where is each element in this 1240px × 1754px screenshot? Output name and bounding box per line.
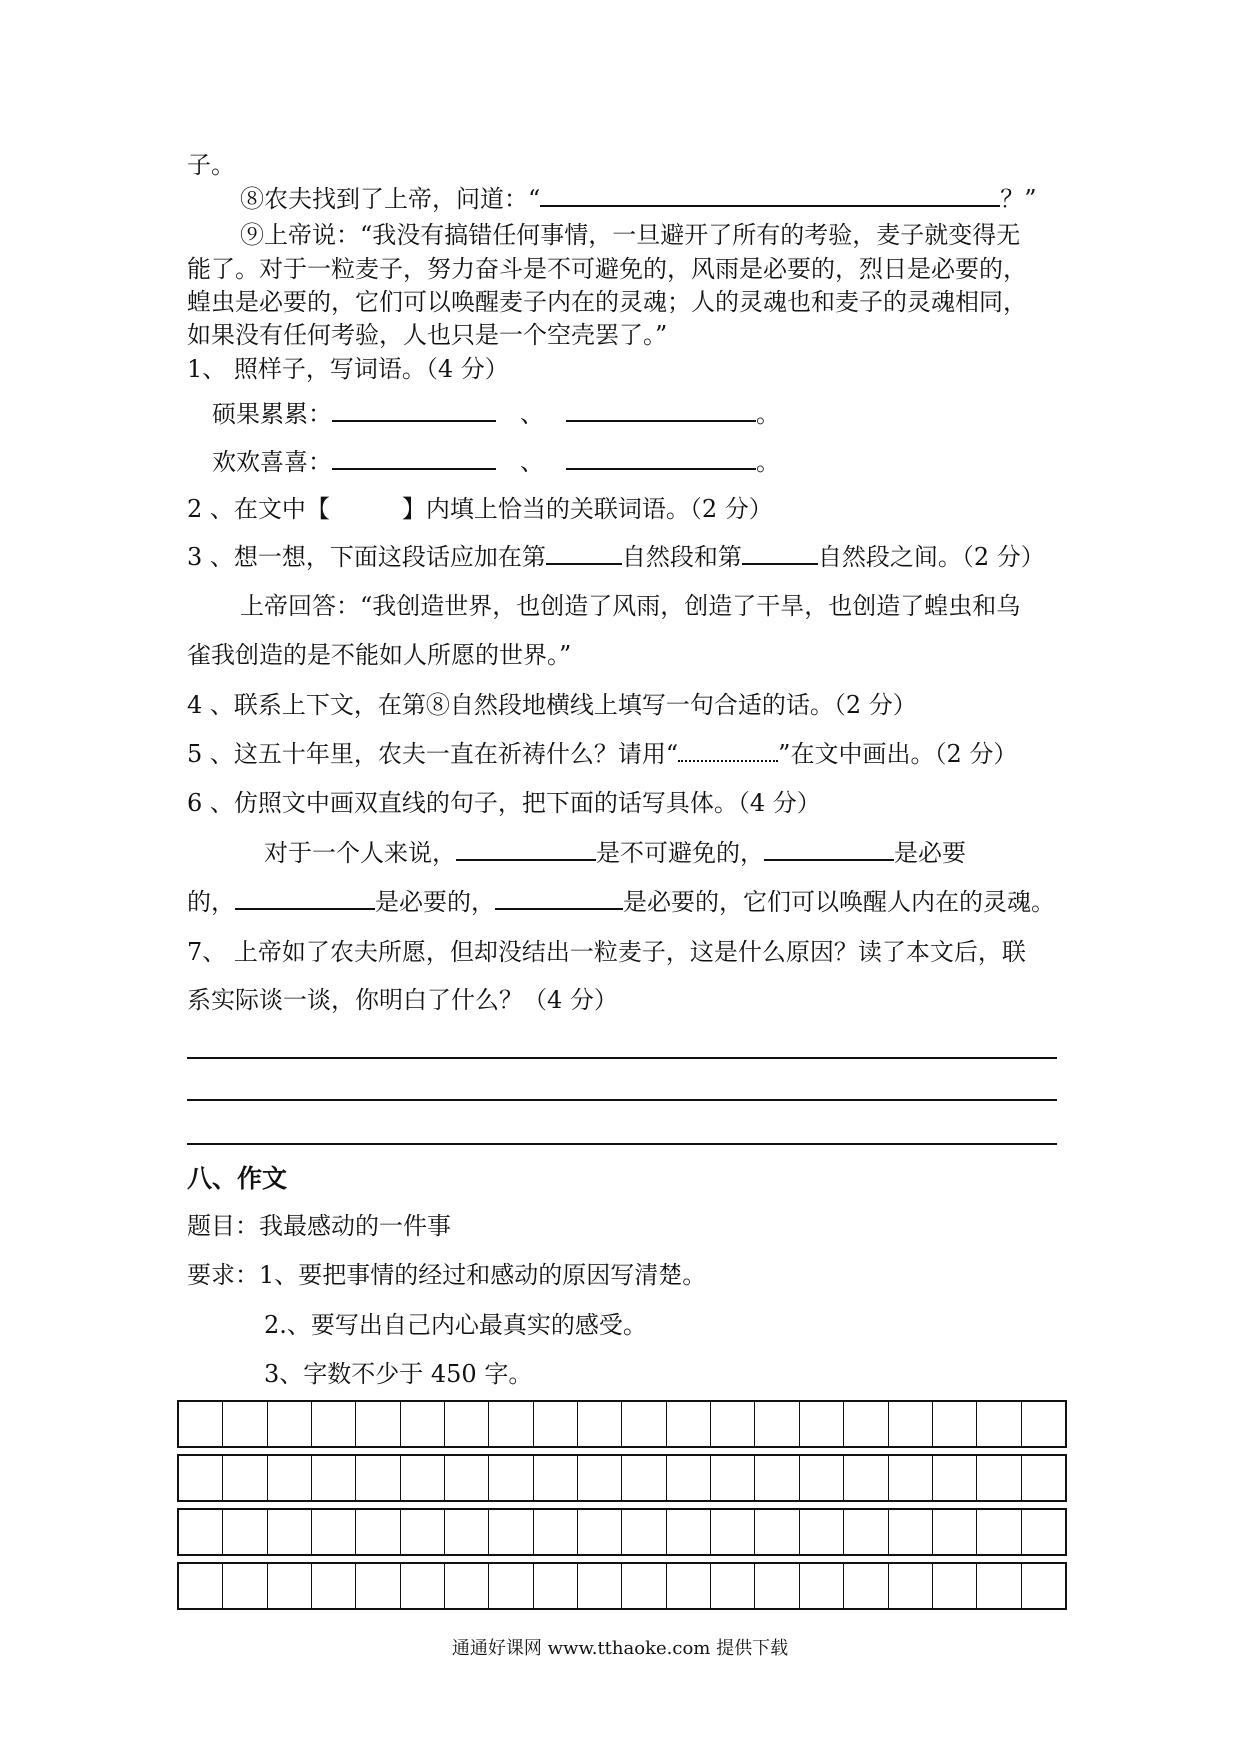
grid-cell[interactable] <box>268 1510 312 1554</box>
grid-cell[interactable] <box>755 1402 799 1446</box>
answer-blank[interactable] <box>764 837 894 861</box>
answer-blank[interactable] <box>546 541 622 565</box>
question-6-line-1 <box>264 836 966 870</box>
grid-cell[interactable] <box>534 1402 578 1446</box>
grid-cell[interactable] <box>977 1402 1021 1446</box>
answer-line[interactable] <box>187 1057 1057 1059</box>
grid-cell[interactable] <box>977 1510 1021 1554</box>
question-3 <box>187 540 1045 574</box>
grid-cell[interactable] <box>312 1402 356 1446</box>
grid-row[interactable] <box>177 1400 1067 1448</box>
grid-cell[interactable] <box>755 1456 799 1500</box>
period: 。 <box>756 448 780 476</box>
question-1: 1、 照样子，写词语。（4 分） <box>187 355 509 383</box>
grid-cell[interactable] <box>489 1456 533 1500</box>
grid-cell[interactable] <box>312 1456 356 1500</box>
grid-cell[interactable] <box>534 1456 578 1500</box>
grid-cell[interactable] <box>401 1456 445 1500</box>
grid-cell[interactable] <box>223 1456 267 1500</box>
question-2-text-a: 2 、在文中【 <box>187 495 330 523</box>
grid-cell[interactable] <box>179 1456 223 1500</box>
grid-cell[interactable] <box>1022 1564 1065 1608</box>
grid-cell[interactable] <box>977 1456 1021 1500</box>
grid-cell[interactable] <box>268 1456 312 1500</box>
paragraph-8-end: ？” <box>1000 185 1037 213</box>
question-5-text-b: ”在文中画出。（2 分） <box>778 740 1018 768</box>
composition-requirement-2: 2.、要写出自己内心最真实的感受。 <box>264 1311 647 1339</box>
answer-line[interactable] <box>187 1143 1057 1145</box>
grid-cell[interactable] <box>800 1402 844 1446</box>
grid-cell[interactable] <box>268 1564 312 1608</box>
grid-cell[interactable] <box>312 1510 356 1554</box>
answer-blank[interactable] <box>742 541 818 565</box>
grid-cell[interactable] <box>889 1402 933 1446</box>
grid-cell[interactable] <box>445 1510 489 1554</box>
passage-paragraph-9: ⑨上帝说：“我没有搞错任何事情，一旦避开了所有的考验，麦子就变得无 <box>240 221 1021 249</box>
example-word: 硕果累累： <box>212 400 332 428</box>
grid-cell[interactable] <box>711 1510 755 1554</box>
q6-text: 的， <box>187 888 235 916</box>
answer-blank[interactable] <box>332 446 496 470</box>
grid-cell[interactable] <box>445 1456 489 1500</box>
grid-cell[interactable] <box>489 1564 533 1608</box>
grid-cell[interactable] <box>534 1564 578 1608</box>
grid-cell[interactable] <box>179 1510 223 1554</box>
question-3-quote: 雀我创造的是不能如人所愿的世界。” <box>187 641 572 669</box>
separator: 、 <box>520 448 544 476</box>
grid-cell[interactable] <box>179 1564 223 1608</box>
composition-topic: 题目：我最感动的一件事 <box>187 1212 451 1240</box>
paragraph-8-text: ⑧农夫找到了上帝，问道：“ <box>240 185 541 213</box>
question-7: 系实际谈一谈，你明白了什么？（4 分） <box>187 986 618 1014</box>
grid-cell[interactable] <box>223 1402 267 1446</box>
grid-cell[interactable] <box>356 1456 400 1500</box>
question-1-example-2 <box>212 445 780 479</box>
paragraph-8-blank[interactable] <box>540 183 1000 207</box>
grid-cell[interactable] <box>1022 1456 1065 1500</box>
question-7: 7、 上帝如了农夫所愿，但却没结出一粒麦子，这是什么原因？读了本文后，联 <box>187 938 1026 966</box>
grid-cell[interactable] <box>622 1510 666 1554</box>
grid-cell[interactable] <box>933 1564 977 1608</box>
grid-cell[interactable] <box>844 1564 888 1608</box>
question-4: 4 、联系上下文，在第⑧自然段地横线上填写一句合适的话。（2 分） <box>187 691 917 719</box>
answer-blank[interactable] <box>332 398 496 422</box>
grid-cell[interactable] <box>667 1456 711 1500</box>
question-6-line-2 <box>187 885 1055 919</box>
grid-cell[interactable] <box>800 1456 844 1500</box>
grid-row[interactable] <box>177 1454 1067 1502</box>
grid-cell[interactable] <box>223 1564 267 1608</box>
grid-cell[interactable] <box>711 1402 755 1446</box>
grid-cell[interactable] <box>667 1510 711 1554</box>
wavy-line-marker <box>678 738 778 762</box>
grid-cell[interactable] <box>401 1510 445 1554</box>
answer-line[interactable] <box>187 1099 1057 1101</box>
grid-cell[interactable] <box>933 1456 977 1500</box>
grid-cell[interactable] <box>401 1402 445 1446</box>
grid-cell[interactable] <box>268 1402 312 1446</box>
grid-cell[interactable] <box>933 1510 977 1554</box>
grid-cell[interactable] <box>1022 1510 1065 1554</box>
question-1-example-1 <box>212 397 780 431</box>
question-5 <box>187 737 1017 771</box>
grid-cell[interactable] <box>889 1564 933 1608</box>
passage-line: 子。 <box>187 151 235 179</box>
grid-cell[interactable] <box>711 1564 755 1608</box>
grid-cell[interactable] <box>667 1564 711 1608</box>
passage-line: 如果没有任何考验，人也只是一个空壳罢了。” <box>187 321 668 349</box>
grid-cell[interactable] <box>889 1456 933 1500</box>
question-3-text-b: 自然段和第 <box>621 543 742 571</box>
grid-cell[interactable] <box>489 1402 533 1446</box>
grid-cell[interactable] <box>800 1564 844 1608</box>
composition-requirement-3: 3、字数不少于 450 字。 <box>264 1360 533 1388</box>
question-5-text-a: 5 、这五十年里，农夫一直在祈祷什么？请用“ <box>187 740 679 768</box>
grid-cell[interactable] <box>711 1456 755 1500</box>
grid-cell[interactable] <box>844 1510 888 1554</box>
grid-cell[interactable] <box>312 1564 356 1608</box>
question-2-text-b: 】内填上恰当的关联词语。（2 分） <box>401 495 773 523</box>
grid-cell[interactable] <box>1022 1402 1065 1446</box>
grid-cell[interactable] <box>755 1564 799 1608</box>
answer-blank[interactable] <box>566 398 756 422</box>
answer-blank[interactable] <box>495 886 623 910</box>
question-2 <box>187 492 773 526</box>
grid-cell[interactable] <box>622 1564 666 1608</box>
q6-text: 对于一个人来说， <box>264 839 456 867</box>
grid-cell[interactable] <box>933 1402 977 1446</box>
grid-row[interactable] <box>177 1508 1067 1556</box>
grid-cell[interactable] <box>622 1456 666 1500</box>
grid-cell[interactable] <box>844 1402 888 1446</box>
grid-cell[interactable] <box>179 1402 223 1446</box>
question-3-text-c: 自然段之间。（2 分） <box>817 543 1045 571</box>
q6-text: 是必要的，它们可以唤醒人内在的灵魂。 <box>623 888 1055 916</box>
grid-cell[interactable] <box>622 1402 666 1446</box>
answer-blank[interactable] <box>456 837 596 861</box>
grid-cell[interactable] <box>489 1510 533 1554</box>
section-heading: 八、作文 <box>187 1164 288 1193</box>
grid-row[interactable] <box>177 1562 1067 1610</box>
grid-cell[interactable] <box>401 1564 445 1608</box>
grid-cell[interactable] <box>578 1564 622 1608</box>
grid-cell[interactable] <box>356 1402 400 1446</box>
grid-cell[interactable] <box>534 1510 578 1554</box>
grid-cell[interactable] <box>445 1402 489 1446</box>
q6-text: 是不可避免的， <box>596 839 764 867</box>
grid-cell[interactable] <box>223 1510 267 1554</box>
grid-cell[interactable] <box>445 1564 489 1608</box>
period: 。 <box>756 400 780 428</box>
question-6: 6 、仿照文中画双直线的句子，把下面的话写具体。（4 分） <box>187 789 821 817</box>
grid-cell[interactable] <box>578 1510 622 1554</box>
grid-cell[interactable] <box>800 1510 844 1554</box>
composition-requirement-1: 要求：1、要把事情的经过和感动的原因写清楚。 <box>187 1261 707 1289</box>
passage-paragraph-8 <box>240 182 1037 216</box>
passage-line: 蝗虫是必要的，它们可以唤醒麦子内在的灵魂；人的灵魂也和麦子的灵魂相同， <box>187 288 1027 316</box>
example-word: 欢欢喜喜： <box>212 448 332 476</box>
grid-cell[interactable] <box>356 1564 400 1608</box>
q6-text: 是必要 <box>894 839 966 867</box>
grid-cell[interactable] <box>578 1456 622 1500</box>
grid-cell[interactable] <box>755 1510 799 1554</box>
grid-cell[interactable] <box>889 1510 933 1554</box>
grid-cell[interactable] <box>667 1402 711 1446</box>
grid-cell[interactable] <box>977 1564 1021 1608</box>
grid-cell[interactable] <box>356 1510 400 1554</box>
answer-blank[interactable] <box>566 446 756 470</box>
q6-text: 是必要的， <box>375 888 495 916</box>
question-3-quote: 上帝回答：“我创造世界，也创造了风雨，创造了干旱，也创造了蝗虫和乌 <box>240 592 1021 620</box>
passage-line: 能了。对于一粒麦子，努力奋斗是不可避免的，风雨是必要的，烈日是必要的， <box>187 255 1027 283</box>
footer: 通通好课网 www.tthaoke.com 提供下载 <box>451 1638 789 1659</box>
answer-blank[interactable] <box>235 886 375 910</box>
grid-cell[interactable] <box>844 1456 888 1500</box>
grid-cell[interactable] <box>578 1402 622 1446</box>
separator: 、 <box>520 400 544 428</box>
question-3-text-a: 3 、想一想，下面这段话应加在第 <box>187 543 546 571</box>
